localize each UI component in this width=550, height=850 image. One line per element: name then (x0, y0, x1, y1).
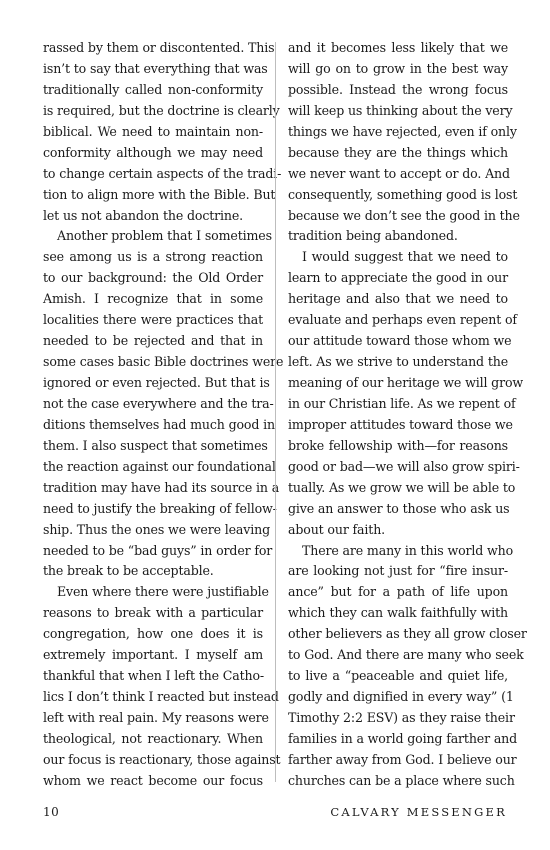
text-line: left. As we strive to understand the (288, 354, 508, 370)
column-divider (275, 42, 276, 782)
text-line: improper attitudes toward those we (288, 416, 513, 432)
text-line: tion to align more with the Bible. But (43, 186, 276, 202)
text-line: left with real pain. My reasons were (43, 710, 269, 725)
text-line: to change certain aspects of the tradi- (43, 165, 282, 181)
text-line: needed to be “bad guys” in order for (43, 542, 273, 558)
left-text-column (43, 38, 284, 792)
text-line: tradition may have had its source in a (43, 479, 280, 495)
text-line: consequently, something good is lost (288, 186, 518, 202)
text-line: which they can walk faithfully with (288, 605, 508, 621)
text-line: our focus is reactionary, those against (43, 751, 281, 767)
text-line: them. I also suspect that sometimes (43, 437, 268, 453)
text-line: some cases basic Bible doctrines were (43, 354, 284, 370)
text-line: There are many in this world who (302, 542, 514, 558)
text-line: need to justify the breaking of fellow- (43, 500, 277, 516)
text-line: families in a world going farther and (288, 730, 518, 746)
text-line: Timothy 2:2 ESV) as they raise their (288, 710, 515, 725)
text-line: conformity although we may need (43, 144, 263, 160)
text-line: Amish. I recognize that in some (43, 291, 263, 307)
text-line: extremely important. I myself am (43, 647, 263, 663)
text-line: possible. Instead the wrong focus (288, 81, 508, 97)
text-line: the reaction against our foundational (43, 458, 276, 474)
text-line: because we don’t see the good in the (288, 207, 520, 223)
text-line: our attitude toward those whom we (288, 333, 512, 349)
text-line: let us not abandon the doctrine. (43, 207, 244, 223)
text-line: to our background: the Old Order (43, 270, 263, 286)
text-line: are looking not just for “fire insur- (288, 563, 508, 579)
text-line: lics I don’t think I reacted but instead (43, 689, 279, 705)
text-line: is required, but the doctrine is clearly (43, 102, 280, 118)
text-line: to live a “peaceable and quiet life, (288, 668, 508, 684)
text-line: the break to be acceptable. (43, 563, 214, 579)
page-number: 10 (43, 805, 60, 819)
text-line: needed to be rejected and that in (43, 333, 263, 349)
text-line: congregation, how one does it is (43, 626, 263, 642)
text-line: reasons to break with a particular (43, 605, 263, 621)
text-line: rassed by them or discontented. This (43, 40, 275, 55)
text-line: because they are the things which (288, 144, 508, 160)
text-line: ignored or even rejected. But that is (43, 375, 270, 390)
text-line: isn’t to say that everything that was (43, 60, 268, 76)
text-line: evaluate and perhaps even repent of (288, 312, 517, 328)
text-line: we never want to accept or do. And (288, 165, 510, 181)
text-line: and it becomes less likely that we (288, 40, 508, 55)
text-line: whom we react become our focus (43, 772, 263, 788)
text-line: traditionally called non-conformity (43, 81, 263, 97)
text-line: ditions themselves had much good in (43, 416, 275, 432)
text-line: I would suggest that we need to (302, 249, 508, 265)
text-line: ance” but for a path of life upon (288, 584, 508, 600)
text-line: thankful that when I left the Catho- (43, 668, 264, 684)
text-line: things we have rejected, even if only (288, 123, 517, 139)
text-line: in our Christian life. As we repent of (288, 395, 516, 411)
text-line: see among us is a strong reaction (43, 249, 263, 265)
text-line: localities there were practices that (43, 312, 263, 328)
text-line: will go on to grow in the best way (288, 60, 508, 76)
text-line: godly and dignified in every way” (1 (288, 689, 514, 705)
text-line: churches can be a place where such (288, 772, 515, 788)
text-line: broke fellowship with—for reasons (288, 437, 508, 453)
text-line: Even where there were justifiable (57, 584, 269, 600)
text-line: tradition being abandoned. (288, 228, 458, 244)
text-line: biblical. We need to maintain non- (43, 123, 263, 139)
text-line: not the case everywhere and the tra- (43, 395, 274, 411)
text-line: about our faith. (288, 521, 386, 537)
right-text-column (288, 38, 527, 792)
text-line: ship. Thus the ones we were leaving (43, 521, 270, 537)
text-line: give an answer to those who ask us (288, 500, 510, 516)
text-line: good or bad—we will also grow spiri- (288, 458, 520, 474)
text-line: theological, not reactionary. When (43, 730, 263, 746)
text-line: learn to appreciate the good in our (288, 270, 508, 286)
text-line: to God. And there are many who seek (288, 647, 524, 663)
text-line: Another problem that I sometimes (57, 228, 272, 244)
text-line: other believers as they all grow closer (288, 626, 527, 642)
text-line: farther away from God. I believe our (288, 751, 517, 767)
text-line: tually. As we grow we will be able to (288, 479, 516, 495)
publication-title: CALVARY MESSENGER (330, 805, 507, 819)
text-line: meaning of our heritage we will grow (288, 375, 524, 390)
text-line: will keep us thinking about the very (288, 102, 513, 118)
text-line: heritage and also that we need to (288, 291, 508, 307)
